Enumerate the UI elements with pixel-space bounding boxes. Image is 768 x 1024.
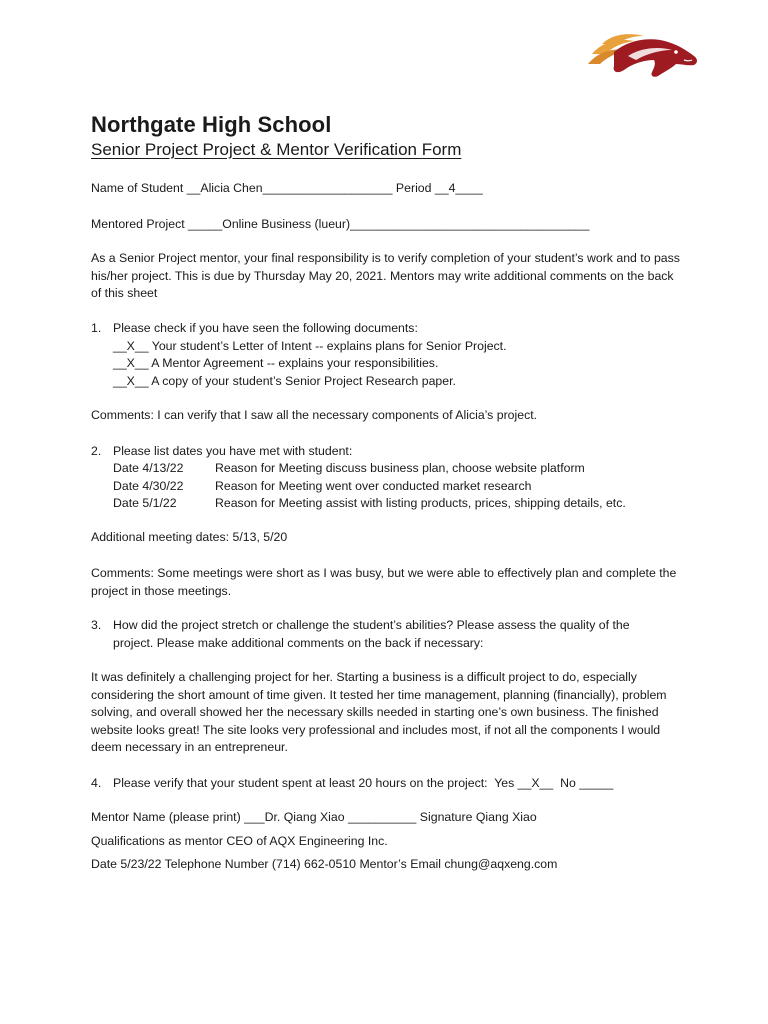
q3-answer: It was definitely a challenging project for her. Starting a business is a difficult project to do, especially considering the short amount of time given. It tested her time management, planning (financially), problem solving, and overall showed her the necessary skills needed in starting one’s own business. The finished website looks great! The site looks very professional and includes most, if not all the components I would deem necessary in an entrepreneur. <box>91 670 667 754</box>
mentor-qualifications: Qualifications as mentor CEO of AQX Engineering Inc. <box>91 834 388 848</box>
q2-number: 2. <box>91 444 102 458</box>
meeting-date: Date 4/30/22 <box>113 479 184 493</box>
intro-text-part2: . Mentors may write additional comments on the back of this sheet <box>91 268 674 300</box>
mentored-project-line: Mentored Project _____Online Business (lueur)___________________________________ <box>91 217 590 231</box>
additional-meeting-dates: Additional meeting dates: 5/13, 5/20 <box>91 530 288 544</box>
q3-number: 3. <box>91 618 102 632</box>
mentor-name-line: Mentor Name (please print) ___Dr. Qiang Xiao __________ Signature Qiang Xiao <box>91 810 537 824</box>
form-title: Senior Project Project & Mentor Verification Form <box>91 140 462 159</box>
q2-prompt: Please list dates you have met with student: <box>113 444 353 458</box>
q4-number: 4. <box>91 776 102 790</box>
student-name-line: Name of Student __Alicia Chen___________________ Period __4____ <box>91 181 483 195</box>
q1-prompt: Please check if you have seen the following documents: <box>113 321 418 335</box>
meeting-date: Date 5/1/22 <box>113 496 177 510</box>
intro-text-part1: As a Senior Project mentor, your final responsibility is to verify completion of your student’s work and to pass his/her project. This is due by <box>91 251 680 283</box>
q1-item-mentor-agreement: __X__ A Mentor Agreement -- explains your responsibilities. <box>113 356 439 370</box>
q1-item-letter-of-intent: __X__ Your student’s Letter of Intent -- explains plans for Senior Project. <box>113 339 507 353</box>
meeting-reason: Reason for Meeting assist with listing products, prices, shipping details, etc. <box>215 496 626 510</box>
meeting-reason: Reason for Meeting discuss business plan, choose website platform <box>215 461 585 475</box>
q1-number: 1. <box>91 321 102 335</box>
meeting-reason: Reason for Meeting went over conducted market research <box>215 479 532 493</box>
q4-prompt: Please verify that your student spent at least 20 hours on the project: Yes __X__ No _____ <box>113 776 614 790</box>
meeting-date: Date 4/13/22 <box>113 461 184 475</box>
due-date: Thursday May 20, 2021 <box>253 268 384 283</box>
q1-item-research-paper: __X__ A copy of your student’s Senior Project Research paper. <box>113 374 456 388</box>
q3-prompt: How did the project stretch or challenge the student’s abilities? Please assess the quality of the project. Please make additional comments on the back if necessary: <box>113 618 630 650</box>
q2-comments: Comments: Some meetings were short as I was busy, but we were able to effectively plan and complete the project in those meetings. <box>91 566 677 598</box>
school-name: Northgate High School <box>91 112 332 137</box>
q1-comments: Comments: I can verify that I saw all the necessary components of Alicia’s project. <box>91 408 538 422</box>
mustang-horse-logo-icon <box>588 30 700 80</box>
mentor-contact-line: Date 5/23/22 Telephone Number (714) 662-0510 Mentor’s Email chung@aqxeng.com <box>91 857 558 871</box>
intro-paragraph <box>91 250 681 303</box>
